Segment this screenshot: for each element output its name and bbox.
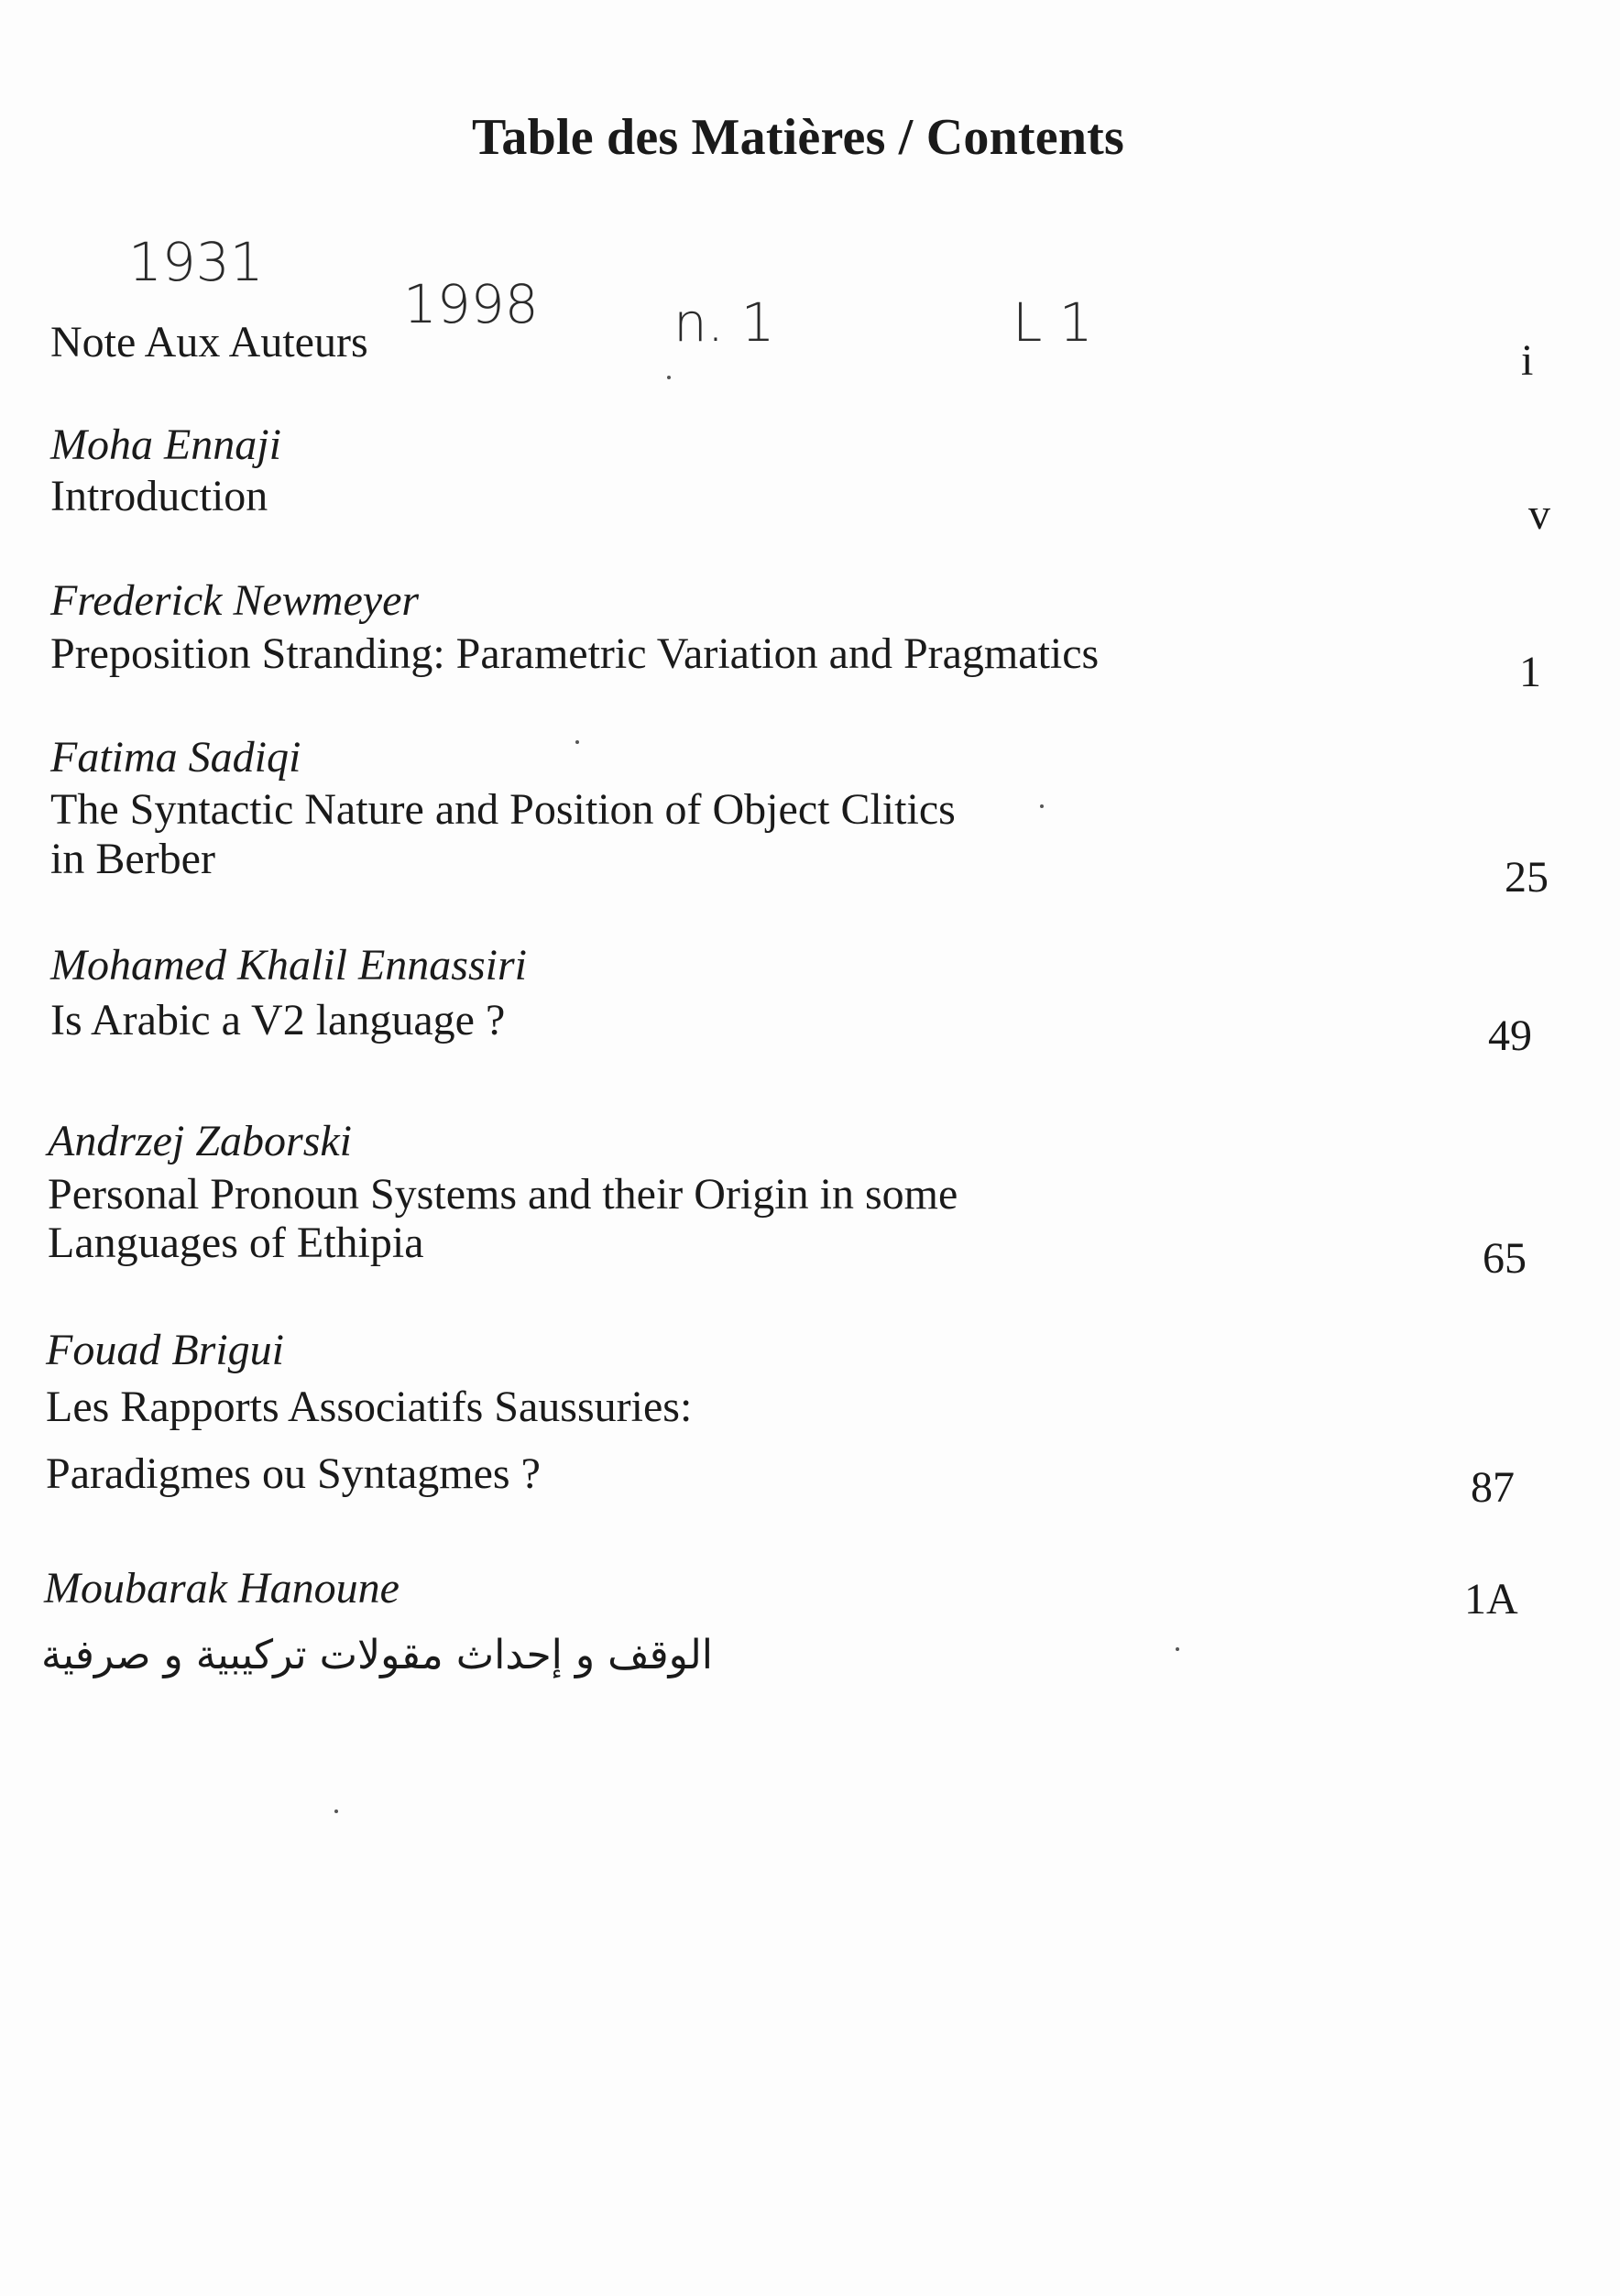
- toc-entry-title: Les Rapports Associatifs Saussuries:: [46, 1383, 693, 1431]
- toc-entry-title: Note Aux Auteurs: [50, 318, 368, 366]
- toc-entry-author: Moubarak Hanoune: [44, 1564, 400, 1613]
- page-title: Table des Matières / Contents: [472, 109, 1125, 166]
- toc-page-number: 1A: [1464, 1575, 1518, 1624]
- toc-page-number: 49: [1488, 1011, 1532, 1060]
- toc-page-number: i: [1521, 336, 1534, 385]
- toc-entry-author: Fouad Brigui: [46, 1326, 284, 1374]
- toc-page-number: 25: [1505, 853, 1549, 902]
- toc-entry-author: Fatima Sadiqi: [50, 733, 301, 782]
- toc-entry-author: Mohamed Khalil Ennassiri: [50, 941, 528, 989]
- handwritten-note-1998: 1998: [403, 273, 539, 335]
- toc-page-number: v: [1528, 490, 1550, 539]
- handwritten-note-number: n. 1: [673, 291, 775, 354]
- scan-speck: [667, 376, 671, 379]
- scan-speck: [1176, 1647, 1179, 1651]
- toc-entry-title: Introduction: [50, 472, 268, 520]
- toc-entry-title-continued: in Berber: [50, 835, 215, 883]
- handwritten-note-1931: 1931: [128, 231, 264, 293]
- scan-speck: [334, 1809, 338, 1813]
- scan-speck: [575, 740, 579, 744]
- toc-page-number: 1: [1519, 648, 1541, 696]
- toc-page-number: 87: [1471, 1463, 1515, 1512]
- toc-entry-title: Is Arabic a V2 language ?: [50, 996, 506, 1044]
- toc-entry-author: Moha Ennaji: [50, 421, 281, 469]
- toc-entry-title-continued: Paradigmes ou Syntagmes ?: [46, 1449, 541, 1498]
- toc-entry-title: Preposition Stranding: Parametric Variation and Pragmatics: [50, 629, 1100, 678]
- scan-speck: [1040, 804, 1044, 808]
- toc-entry-title-arabic: الوقف و إحداث مقولات تركيبية و صرفية: [41, 1632, 714, 1678]
- toc-entry-author: Andrzej Zaborski: [48, 1117, 353, 1165]
- toc-entry-title: Personal Pronoun Systems and their Origin in some: [48, 1170, 958, 1219]
- handwritten-note-volume: L 1: [1012, 291, 1093, 354]
- toc-entry-title: The Syntactic Nature and Position of Object Clitics: [50, 785, 956, 834]
- toc-entry-author: Frederick Newmeyer: [50, 576, 420, 625]
- toc-entry-title-continued: Languages of Ethipia: [48, 1219, 424, 1267]
- toc-page-number: 65: [1483, 1234, 1527, 1283]
